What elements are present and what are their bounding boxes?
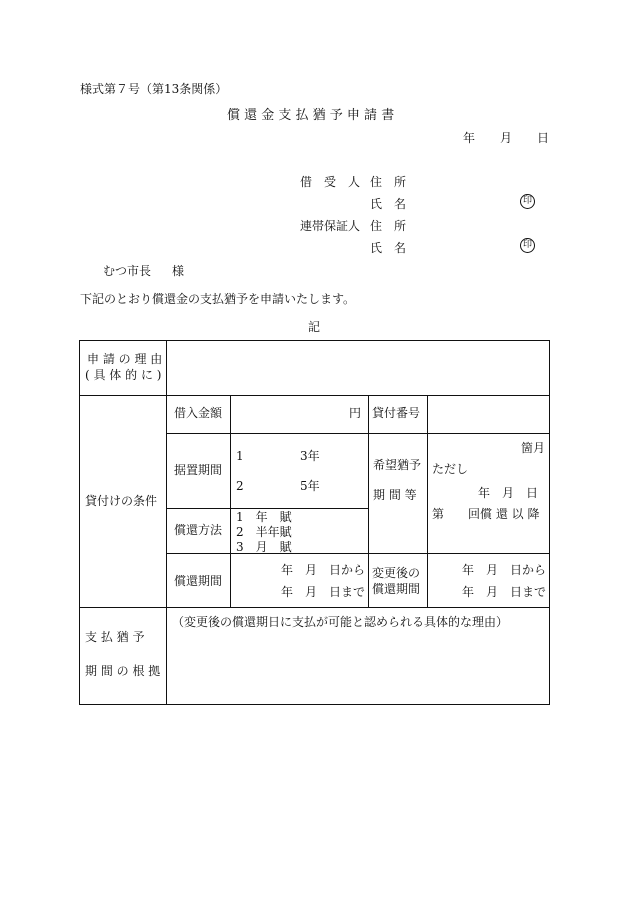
borrower-address-label: 住 所 [370, 175, 407, 189]
reason-label-line2: ( 具 体 的 に ) [85, 368, 162, 382]
repayment-period-label: 償還期間 [174, 574, 223, 588]
guarantor-seal-icon: 印 [520, 238, 535, 253]
grace-option-number: 1 [236, 449, 244, 463]
basis-field[interactable] [172, 634, 544, 700]
period-to: 年 月 日まで [281, 585, 366, 599]
changed-period-label-line1: 変更後の [372, 566, 421, 580]
borrower-label: 借 受 人 [300, 175, 361, 189]
statement: 下記のとおり償還金の支払猶予を申請いたします。 [80, 292, 356, 306]
yen-label: 円 [349, 406, 362, 420]
guarantor-name-label: 氏 名 [370, 241, 407, 255]
form-number: 様式第７号（第13条関係） [80, 82, 228, 96]
addressee-honorific: 様 [172, 264, 185, 278]
borrower-seal-icon: 印 [520, 194, 535, 209]
changed-period-to: 年 月 日まで [462, 585, 547, 599]
period-from: 年 月 日から [281, 563, 366, 577]
changed-period-from: 年 月 日から [462, 563, 547, 577]
tadashi-label: ただし [432, 462, 469, 476]
repayment-method-option[interactable]: 1 年 賦 [236, 510, 292, 524]
reason-label-line1: 申 請 の 理 由 [87, 352, 163, 366]
reason-field[interactable] [174, 352, 544, 390]
repayment-method-label: 償還方法 [174, 523, 223, 537]
document-title: 償 還 金 支 払 猶 予 申 請 書 [227, 108, 395, 123]
loan-number-field[interactable] [432, 402, 544, 428]
grace-period-label: 据置期間 [174, 463, 223, 477]
date-year: 年 [463, 131, 476, 145]
guarantor-label: 連帯保証人 [300, 219, 361, 233]
basis-label-line2: 期 間 の 根 拠 [85, 664, 161, 678]
repayment-method-option[interactable]: 2 半年賦 [236, 525, 292, 539]
grace-option-number: 2 [236, 479, 244, 493]
loan-number-label: 貸付番号 [372, 406, 421, 420]
loan-amount-field[interactable] [236, 402, 362, 428]
loan-amount-label: 借入金額 [174, 406, 223, 420]
ki-label: 記 [308, 320, 321, 334]
borrower-name-label: 氏 名 [370, 197, 407, 211]
addressee-name: むつ市長 [103, 264, 152, 278]
basis-label-line1: 支 払 猶 予 [85, 630, 145, 644]
grace-option-years: 5年 [300, 479, 320, 493]
repayment-method-option[interactable]: 3 月 賦 [236, 540, 292, 554]
desired-date: 年 月 日 [478, 486, 539, 500]
date-day: 日 [537, 131, 550, 145]
desired-deferral-label-line2: 期 間 等 [373, 488, 417, 502]
changed-period-label-line2: 償還期間 [372, 582, 421, 596]
conditions-label: 貸付けの条件 [85, 494, 158, 508]
desired-months: 箇月 [521, 441, 546, 455]
guarantor-address-label: 住 所 [370, 219, 407, 233]
basis-note: （変更後の償還期日に支払が可能と認められる具体的な理由） [172, 615, 509, 629]
desired-round: 第 回償 還 以 降 [432, 507, 540, 521]
desired-deferral-label-line1: 希望猶予 [373, 458, 422, 472]
grace-option-years: 3年 [300, 449, 320, 463]
date-month: 月 [500, 131, 513, 145]
